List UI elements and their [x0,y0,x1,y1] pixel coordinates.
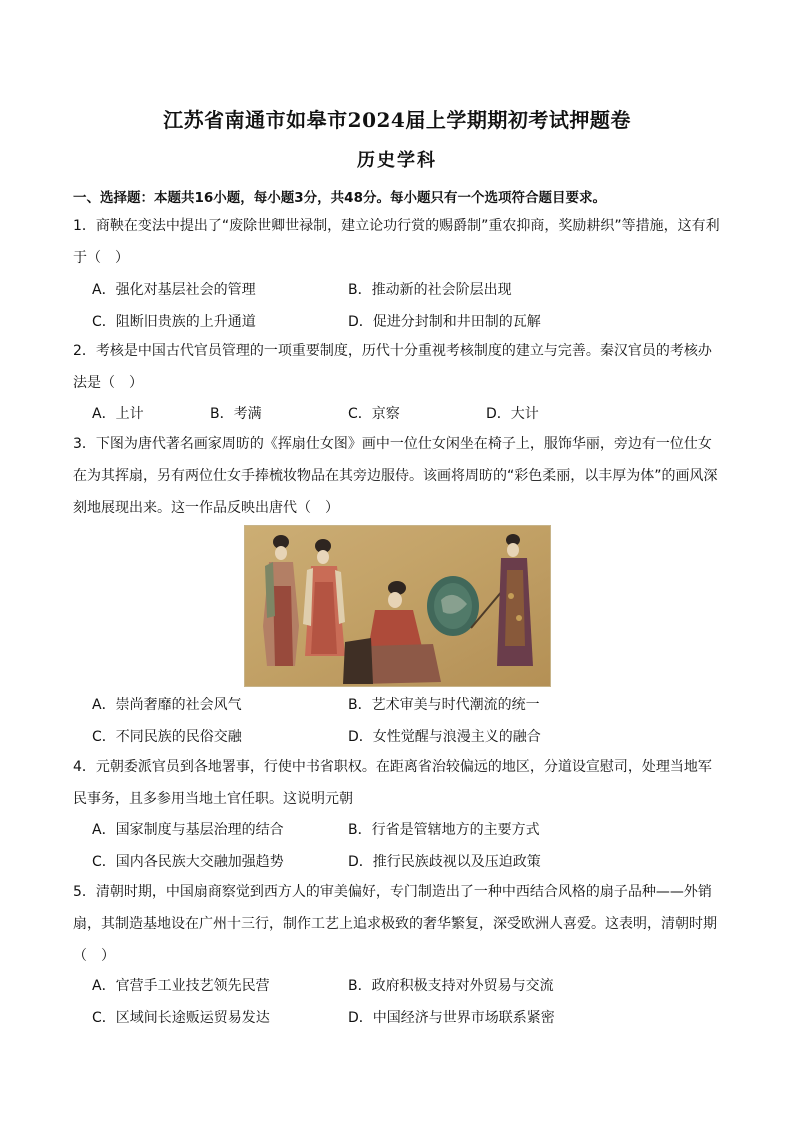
question-4-option-a[interactable]: A．国家制度与基层治理的结合 [92,822,284,838]
question-2-stem-line-1: 2．考核是中国古代官员管理的一项重要制度，历代十分重视考核制度的建立与完善。秦汉官员的考核办 [73,343,712,359]
question-4-option-d[interactable]: D．推行民族歧视以及压迫政策 [348,854,541,870]
question-1-stem-line-1: 1．商鞅在变法中提出了“废除世卿世禄制，建立论功行赏的赐爵制”重农抑商，奖励耕织”等措施，这有利 [73,218,720,234]
question-2-option-a[interactable]: A．上计 [92,406,144,422]
question-3-option-d[interactable]: D．女性觉醒与浪漫主义的融合 [348,729,541,745]
question-5 [73,876,723,972]
question-2-option-d[interactable]: D．大计 [486,406,539,422]
question-4-option-b[interactable]: B．行省是管辖地方的主要方式 [348,822,540,838]
question-3 [73,428,723,524]
question-5-option-a[interactable]: A．官营手工业技艺领先民营 [92,978,270,994]
question-5-option-b[interactable]: B．政府积极支持对外贸易与交流 [348,978,554,994]
question-2-stem-line-2: 法是（ ） [73,375,143,391]
question-5-stem-line-3: （ ） [73,948,115,964]
question-3-stem-line-3: 刻地展现出来。这一作品反映出唐代（ ） [73,500,339,516]
question-2-option-b[interactable]: B．考满 [210,406,262,422]
question-1-option-c[interactable]: C．阻断旧贵族的上升通道 [92,314,256,330]
question-5-option-d[interactable]: D．中国经济与世界市场联系紧密 [348,1010,555,1026]
question-3-stem-line-1: 3．下图为唐代著名画家周昉的《挥扇仕女图》画中一位仕女闲坐在椅子上，服饰华丽，旁边有一位仕女 [73,436,712,452]
question-3-options [92,689,732,753]
question-3-option-a[interactable]: A．崇尚奢靡的社会风气 [92,697,242,713]
question-1-options [92,274,732,338]
exam-subject: 历史学科 [357,150,437,171]
question-4-options [92,814,732,878]
question-2-options [92,398,732,430]
question-5-stem-line-2: 扇，其制造基地设在广州十三行，制作工艺上追求极致的奢华繁复，深受欧洲人喜爱。这表明，清朝时期 [73,916,717,932]
painting-image [244,525,551,687]
question-4-stem-line-1: 4．元朝委派官员到各地署事，行使中书省职权。在距离省治较偏远的地区，分道设宣慰司，处理当地军 [73,759,712,775]
question-5-option-c[interactable]: C．区域间长途贩运贸易发达 [92,1010,270,1026]
question-1-stem-line-2: 于（ ） [73,250,129,266]
question-3-option-c[interactable]: C．不同民族的民俗交融 [92,729,242,745]
question-4 [73,751,723,815]
question-5-stem-line-1: 5．清朝时期，中国扇商察觉到西方人的审美偏好，专门制造出了一种中西结合风格的扇子品种——外销 [73,884,712,900]
exam-title: 江苏省南通市如皋市2024届上学期期初考试押题卷 [163,108,631,132]
question-1 [73,210,723,274]
question-3-stem-line-2: 在为其挥扇，另有两位仕女手捧梳妆物品在其旁边服侍。该画将周昉的“彩色柔丽，以丰厚为体”的画风深 [73,468,718,484]
question-2-option-c[interactable]: C．京察 [348,406,400,422]
question-1-option-b[interactable]: B．推动新的社会阶层出现 [348,282,512,298]
section-heading: 一、选择题：本题共16小题，每小题3分，共48分。每小题只有一个选项符合题目要求。 [73,190,606,206]
question-1-option-d[interactable]: D．促进分封制和井田制的瓦解 [348,314,541,330]
question-3-option-b[interactable]: B．艺术审美与时代潮流的统一 [348,697,540,713]
question-4-option-c[interactable]: C．国内各民族大交融加强趋势 [92,854,284,870]
question-2 [73,335,723,399]
question-4-stem-line-2: 民事务，且多参用当地土官任职。这说明元朝 [73,791,353,807]
question-5-options [92,970,732,1034]
question-1-option-a[interactable]: A．强化对基层社会的管理 [92,282,256,298]
